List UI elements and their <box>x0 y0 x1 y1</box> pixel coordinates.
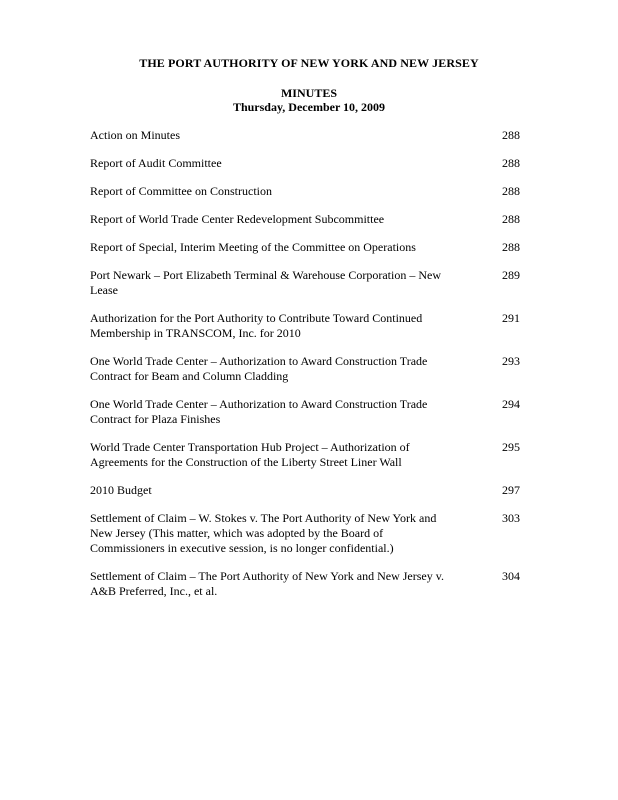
toc-item-page: 289 <box>502 268 520 282</box>
toc-row <box>90 212 520 227</box>
toc-item-title: 2010 Budget <box>90 483 152 497</box>
toc-item-page: 297 <box>502 483 520 497</box>
toc-item-page: 288 <box>502 156 520 170</box>
toc-item-page: 288 <box>502 212 520 226</box>
toc-item-title: Report of World Trade Center Redevelopment Subcommittee <box>90 212 385 226</box>
toc-row <box>90 397 520 427</box>
toc-row <box>90 440 520 470</box>
toc-item-title: Action on Minutes <box>90 128 180 142</box>
toc-item-page: 291 <box>502 311 520 325</box>
toc-row <box>90 128 520 143</box>
toc-row <box>90 311 520 341</box>
toc-item-page: 288 <box>502 128 520 142</box>
toc-item-title: Settlement of Claim – The Port Authority of New York and New Jersey v. A&B Preferred, Inc., et al. <box>90 569 444 598</box>
toc-row <box>90 511 520 556</box>
toc-row <box>90 156 520 171</box>
toc-item-page: 293 <box>502 354 520 368</box>
toc-item-page: 294 <box>502 397 520 411</box>
minutes-heading <box>0 86 618 114</box>
toc-row <box>90 240 520 255</box>
toc-item-page: 288 <box>502 240 520 254</box>
toc-item-title: One World Trade Center – Authorization to Award Construction Trade Contract for Plaza Finishes <box>90 397 428 426</box>
doc-type: MINUTES <box>280 86 337 100</box>
table-of-contents <box>90 128 520 612</box>
toc-item-title: Settlement of Claim – W. Stokes v. The Port Authority of New York and New Jersey (This matter, which was adopted by the Board of Commissioners in executive session, is no longer confidential.) <box>90 511 437 555</box>
organization-title: THE PORT AUTHORITY OF NEW YORK AND NEW JERSEY <box>139 56 479 70</box>
toc-item-title: World Trade Center Transportation Hub Project – Authorization of Agreements for the Construction of the Liberty Street Liner Wall <box>90 440 410 469</box>
toc-item-title: One World Trade Center – Authorization to Award Construction Trade Contract for Beam and Column Cladding <box>90 354 428 383</box>
toc-item-title: Report of Committee on Construction <box>90 184 272 198</box>
toc-item-page: 303 <box>502 511 520 525</box>
toc-row <box>90 569 520 599</box>
toc-row <box>90 184 520 199</box>
toc-item-page: 295 <box>502 440 520 454</box>
toc-item-title: Report of Audit Committee <box>90 156 222 170</box>
toc-item-page: 304 <box>502 569 520 583</box>
toc-row <box>90 268 520 298</box>
toc-item-title: Report of Special, Interim Meeting of the Committee on Operations <box>90 240 416 254</box>
toc-item-page: 288 <box>502 184 520 198</box>
toc-row <box>90 483 520 498</box>
toc-row <box>90 354 520 384</box>
meeting-date: Thursday, December 10, 2009 <box>232 100 386 114</box>
toc-item-title: Authorization for the Port Authority to Contribute Toward Continued Membership in TRANSCOM, Inc. for 2010 <box>90 311 423 340</box>
toc-item-title: Port Newark – Port Elizabeth Terminal & Warehouse Corporation – New Lease <box>90 268 441 297</box>
